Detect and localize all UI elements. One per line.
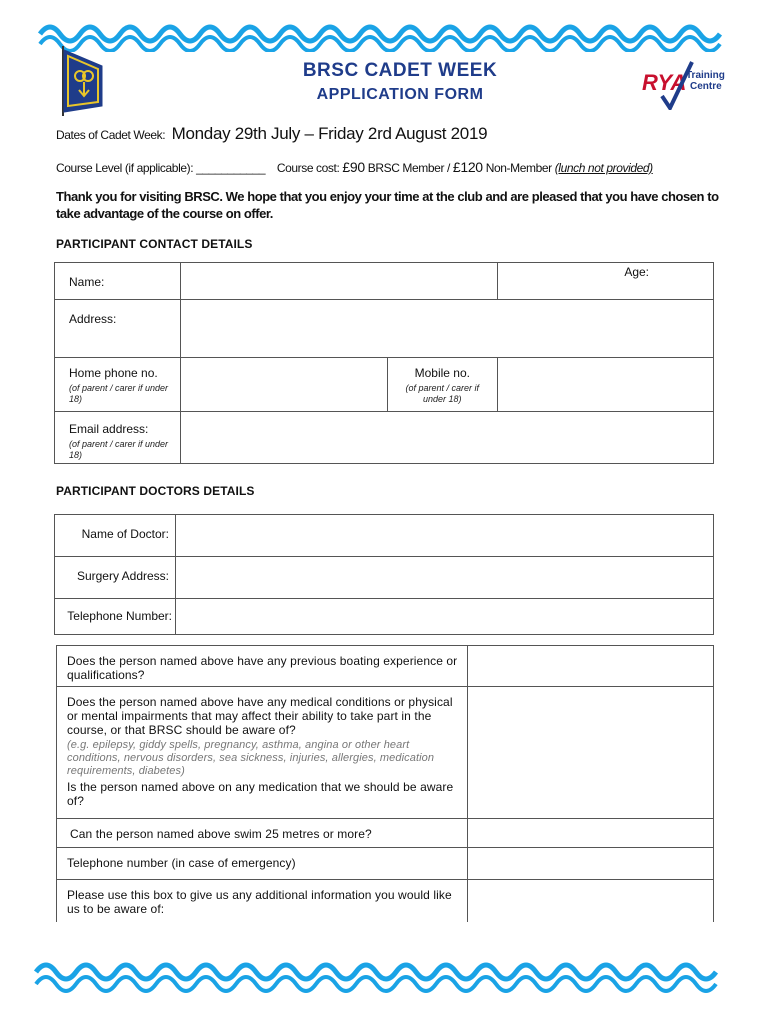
home-phone-label: Home phone no. xyxy=(69,366,158,380)
contact-section-heading: PARTICIPANT CONTACT DETAILS xyxy=(56,237,253,251)
doctor-name-label: Name of Doctor: xyxy=(81,527,169,541)
rya-training-centre-logo xyxy=(640,56,732,110)
nonmember-price: £120 xyxy=(452,159,483,175)
emergency-question: Telephone number (in case of emergency) xyxy=(67,856,296,870)
bottom-wave-border xyxy=(0,960,770,1000)
surgery-label: Surgery Address: xyxy=(76,569,169,583)
name-label-cell xyxy=(55,263,181,300)
course-level-label: Course Level (if applicable): ___________ xyxy=(56,161,266,175)
swim-question: Can the person named above swim 25 metres or more? xyxy=(70,827,372,841)
dates-value: Monday 29th July – Friday 2rd August 2019 xyxy=(171,124,488,143)
experience-answer[interactable] xyxy=(468,646,714,687)
email-input[interactable] xyxy=(180,412,714,464)
experience-question-cell xyxy=(57,646,468,687)
contact-details-table xyxy=(54,262,714,464)
experience-question: Does the person named above have any previous boating experience or qualifications? xyxy=(67,654,458,682)
form-title: BRSC CADET WEEK xyxy=(302,60,498,81)
swim-question-cell xyxy=(57,819,468,848)
additional-info-question-cell xyxy=(57,880,468,922)
name-label: Name: xyxy=(69,275,105,289)
doctor-section-heading: PARTICIPANT DOCTORS DETAILS xyxy=(56,484,255,498)
home-phone-note: (of parent / carer if under 18) xyxy=(69,383,169,404)
svg-text:RYA: RYA xyxy=(642,70,687,95)
doctor-name-input[interactable] xyxy=(176,515,714,557)
doctor-phone-label: Telephone Number: xyxy=(67,609,172,623)
surgery-input[interactable] xyxy=(176,557,714,599)
dates-label: Dates of Cadet Week: xyxy=(56,128,166,142)
conditions-question-cell xyxy=(57,687,468,819)
conditions-examples: (e.g. epilepsy, giddy spells, pregnancy, asthma, angina or other heart conditions, nervous disorders, sea sickness, injuries, allergies, medication requirements, diabetes) xyxy=(67,739,435,777)
cadet-week-dates xyxy=(56,124,487,144)
additional-info-answer[interactable] xyxy=(468,880,714,922)
email-label: Email address: xyxy=(69,422,149,436)
age-label: Age: xyxy=(624,265,649,279)
surgery-label-cell xyxy=(55,557,176,599)
doctor-phone-input[interactable] xyxy=(176,599,714,635)
svg-text:Centre: Centre xyxy=(690,81,722,92)
mobile-label-cell xyxy=(387,358,497,412)
member-label: BRSC Member / xyxy=(367,161,450,175)
form-subtitle: APPLICATION FORM xyxy=(316,86,484,103)
course-cost-label: Course cost: xyxy=(276,161,340,175)
email-note: (of parent / carer if under 18) xyxy=(69,439,169,460)
intro-text: Thank you for visiting BRSC. We hope that you enjoy your time at the club and are pleased that you have chosen to take advantage of the course on offer. xyxy=(56,189,719,221)
email-label-cell xyxy=(55,412,181,464)
home-phone-label-cell xyxy=(55,358,181,412)
course-line xyxy=(56,159,653,175)
address-label: Address: xyxy=(69,312,117,326)
nonmember-label: Non-Member xyxy=(485,161,552,175)
address-label-cell xyxy=(55,300,181,358)
name-input[interactable] xyxy=(180,263,497,300)
medication-question: Is the person named above on any medication that we should be aware of? xyxy=(67,780,454,808)
mobile-label: Mobile no. xyxy=(414,366,470,380)
emergency-answer[interactable] xyxy=(468,848,714,880)
emergency-question-cell xyxy=(57,848,468,880)
home-phone-input[interactable] xyxy=(180,358,387,412)
mobile-note: (of parent / carer if under 18) xyxy=(405,383,480,404)
medical-questions-table xyxy=(56,645,714,922)
lunch-note: (lunch not provided) xyxy=(554,161,653,175)
member-price: £90 xyxy=(342,159,365,175)
club-burgee-logo xyxy=(60,46,104,116)
age-input[interactable] xyxy=(497,263,713,300)
svg-text:Training: Training xyxy=(686,70,725,81)
conditions-question: Does the person named above have any medical conditions or physical or mental impairments that may affect their ability to take part in the course, or that BRSC should be aware of? xyxy=(67,695,453,737)
additional-info-question: Please use this box to give us any additional information you would like us to be aware of: xyxy=(67,888,452,916)
mobile-input[interactable] xyxy=(497,358,713,412)
swim-answer[interactable] xyxy=(468,819,714,848)
doctor-phone-label-cell xyxy=(55,599,176,635)
conditions-answer[interactable] xyxy=(468,687,714,819)
address-input[interactable] xyxy=(180,300,714,358)
top-wave-border xyxy=(0,12,770,52)
doctor-name-label-cell xyxy=(55,515,176,557)
doctor-details-table xyxy=(54,514,714,635)
